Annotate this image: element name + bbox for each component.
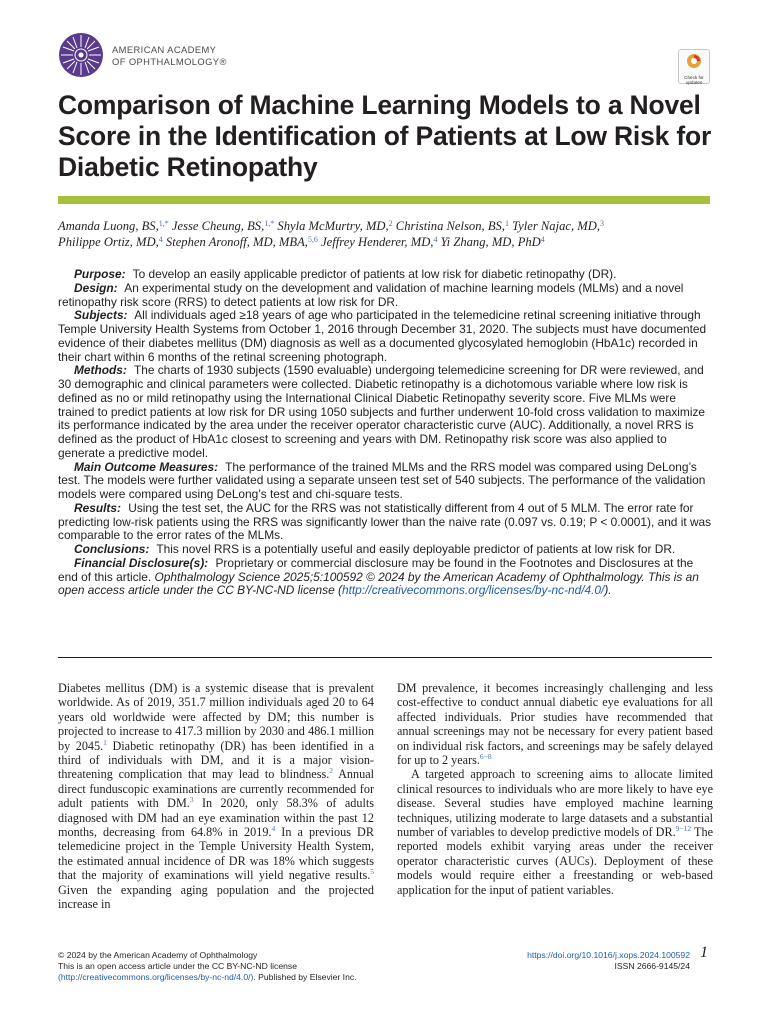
body-text: Given the expanding aging population and the projected increase in — [58, 882, 374, 912]
abstract-text: To develop an easily applicable predictor of patients at low risk for diabetic retinopathy (DR). — [132, 267, 617, 281]
article-title: Comparison of Machine Learning Models to a Novel Score in the Identification of Patients at Low Risk for Diabetic Retinopathy — [58, 90, 712, 182]
abstract-heading: Subjects: — [74, 308, 128, 323]
reference-link[interactable]: 5 — [370, 867, 374, 877]
author-affiliation-link[interactable]: 4 — [158, 234, 163, 244]
abstract-methods — [58, 364, 712, 460]
license-link[interactable]: http://creativecommons.org/licenses/by-nc-nd/4.0/ — [341, 583, 605, 598]
issn: ISSN 2666-9145/24 — [614, 961, 690, 971]
reference-link[interactable]: 1 — [103, 737, 107, 747]
body-text: A targeted approach to screening aims to allocate limited clinical resources to individuals who are more likely to have eye disease. Several studies have employed machine learning techniques, utilizing moderate to large datasets and a substantial number of variables to develop predictive models of DR. — [397, 767, 713, 840]
doi-link[interactable]: https://doi.org/10.1016/j.xops.2024.100592 — [527, 950, 690, 960]
citation-end: ). — [604, 583, 612, 598]
body-text: The reported models exhibit varying areas under the receiver operator characteristic curves (AUCs). Deployment of these models would require either a freestanding or web-based application for the input of patient variables. — [397, 825, 713, 897]
author: Tyler Najac, MD, — [512, 219, 601, 233]
author: Amanda Luong, BS, — [58, 219, 159, 233]
abstract-text: All individuals aged ≥18 years of age who participated in the telemedicine retinal screening initiative through Temple University Health Systems from October 1, 2016 through December 31, 2020. The subjects must have documented evidence of their diabetes mellitus (DM) diagnosis as well as a documented glycosylated hemoglobin (HbA1c) recorded in their chart within 6 months of the retinal screening photograph. — [58, 308, 707, 364]
check-updates-icon — [686, 53, 702, 69]
abstract-outcome — [58, 461, 712, 502]
abstract-conclusions — [58, 543, 712, 557]
body-text: Diabetic retinopathy (DR) has been identified in a third of individuals with DM, and it is a major vision-threatening complication that may lead to blindness. — [58, 738, 375, 782]
body-text: In a previous DR telemedicine project in the Temple University Health System, the estimated annual incidence of DR was 18% which suggests that the majority of examinations will yield negative results. — [58, 825, 374, 883]
publisher-line-1: AMERICAN ACADEMY — [112, 44, 217, 55]
author: Christina Nelson, BS, — [395, 219, 505, 233]
abstract-heading: Purpose: — [74, 267, 126, 281]
abstract-heading: Results: — [74, 500, 121, 515]
publisher-name — [112, 44, 227, 68]
author: Shyla McMurtry, MD, — [277, 219, 389, 233]
reference-link[interactable]: 9−12 — [675, 824, 692, 834]
abstract-text: This novel RRS is a potentially useful and easily deployable predictor of patients at low risk for DR. — [156, 542, 676, 556]
author-affiliation-link[interactable]: 2 — [388, 219, 393, 228]
open-access-line: This is an open access article under the CC BY-NC-ND license — [58, 961, 297, 971]
body-text: Annual direct funduscopic examinations are currently recommended for adult patients with DM. — [58, 767, 374, 811]
author: Stephen Aronoff, MD, MBA, — [165, 234, 308, 249]
title-divider — [58, 196, 710, 204]
abstract-heading: Main Outcome Measures: — [74, 459, 219, 474]
footer-copyright — [58, 950, 357, 983]
abstract-heading: Design: — [74, 280, 118, 295]
check-for-updates-button[interactable] — [678, 49, 710, 84]
copyright-line: © 2024 by the American Academy of Ophthalmology — [58, 950, 258, 960]
author-list — [58, 219, 713, 250]
abstract-disclosure — [58, 557, 712, 598]
page-number: 1 — [700, 944, 708, 961]
reference-link[interactable]: 3 — [189, 795, 194, 805]
abstract — [58, 268, 712, 598]
citation-text: Ophthalmology Science 2025;5:100592 © 2024 by the American Academy of Ophthalmology. This is an open access article under the CC BY-NC-ND license ( — [58, 569, 699, 598]
body-column-right — [397, 681, 713, 897]
abstract-text: Using the test set, the AUC for the RRS was not statistically different from 4 out of 5 MLM. The error rate for predicting low-risk patients using the RRS was significantly lower than the naive rate (0.097 vs. 0.19; P < 0.0001), and it was comparable to the error rates of the MLMs. — [58, 500, 712, 543]
reference-link[interactable]: 4 — [271, 824, 276, 834]
abstract-heading: Methods: — [74, 363, 127, 378]
publisher-line-2: OF OPHTHALMOLOGY® — [112, 56, 227, 67]
author-affiliation-link[interactable]: 5,6 — [307, 234, 318, 244]
body-paragraph — [397, 681, 713, 767]
body-paragraph — [397, 767, 713, 897]
body-text: DM prevalence, it becomes increasingly challenging and less cost-effective to conduct annual diabetic eye evaluations for all affected individuals. Prior studies have recommended that annual screenings may not be necessary for every patient based on individual risk factors, and screenings may be safely delayed for up to 2 years. — [397, 681, 713, 768]
check-updates-label: Check for updates — [684, 75, 704, 85]
body-text: Diabetes mellitus (DM) is a systemic disease that is prevalent worldwide. As of 2019, 351.7 million individuals aged 20 to 64 years old worldwide were affected by DM; this number is projected to increase to 417.3 million by 2030 and 486.1 million by 2045. — [58, 681, 374, 753]
abstract-text: The charts of 1930 subjects (1590 evaluable) undergoing telemedicine screening for DR were reviewed, and 30 demographic and clinical parameters were collected. Diabetic retinopathy is a dichotomous variable where low risk is defined as no or mild retinopathy using the International Clinical Diabetic Retinopathy severity score. Five MLMs were trained to predict patients at low risk for DR using 1050 subjects and further underwent 10-fold cross validation to maximize its performance indicated by the area under the receiver operator characteristic curve (AUC). Additionally, a novel RRS is defined as the product of HbA1c closest to screening and years with DM. Retinopathy risk score was also applied to generate a predictive model. — [58, 363, 706, 460]
author-affiliation-link[interactable]: 1,* — [158, 219, 169, 228]
reference-link[interactable]: 2 — [329, 766, 333, 776]
author: Philippe Ortiz, MD, — [58, 234, 159, 249]
publisher-note: . Published by Elsevier Inc. — [253, 972, 357, 982]
author: Jeffrey Henderer, MD, — [321, 234, 434, 249]
abstract-text: The performance of the trained MLMs and the RRS model was compared using DeLong’s test. The models were further validated using a separate unseen test set of 540 subjects. The performance of the validation models were compared using DeLong’s test and chi-square tests. — [58, 459, 706, 501]
aao-logo-icon — [58, 32, 104, 78]
license-line — [58, 972, 357, 983]
author-affiliation-link[interactable]: 1 — [504, 219, 509, 228]
author-affiliation-link[interactable]: 4 — [540, 234, 545, 244]
abstract-divider — [58, 657, 712, 658]
abstract-design — [58, 282, 712, 310]
abstract-results — [58, 502, 712, 543]
author: Jesse Cheung, BS, — [171, 219, 265, 233]
body-paragraph — [58, 681, 374, 912]
body-column-left — [58, 681, 374, 912]
body-text: In 2020, only 58.3% of adults diagnosed with DM had an eye examination within the past 12 months, decreasing from 64.8% in 2019. — [58, 796, 374, 840]
author-affiliation-link[interactable]: 3 — [600, 219, 605, 228]
abstract-subjects — [58, 309, 712, 364]
abstract-text: Proprietary or commercial disclosure may be found in the Footnotes and Disclosures at the end of this article. — [58, 555, 694, 584]
footer-identifiers — [430, 950, 690, 972]
author-affiliation-link[interactable]: 1,* — [264, 219, 275, 228]
footer-license-link[interactable]: (http://creativecommons.org/licenses/by-nc-nd/4.0/) — [58, 972, 254, 982]
reference-link[interactable]: 6−8 — [479, 752, 492, 762]
abstract-heading: Financial Disclosure(s): — [74, 555, 209, 570]
abstract-text: An experimental study on the development and validation of machine learning models (MLMs) and a novel retinopathy risk score (RRS) to detect patients at low risk for DR. — [58, 280, 684, 309]
author: Yi Zhang, MD, PhD — [440, 234, 541, 249]
abstract-heading: Conclusions: — [74, 542, 150, 556]
abstract-purpose — [58, 268, 712, 282]
author-affiliation-link[interactable]: 4 — [433, 234, 438, 244]
